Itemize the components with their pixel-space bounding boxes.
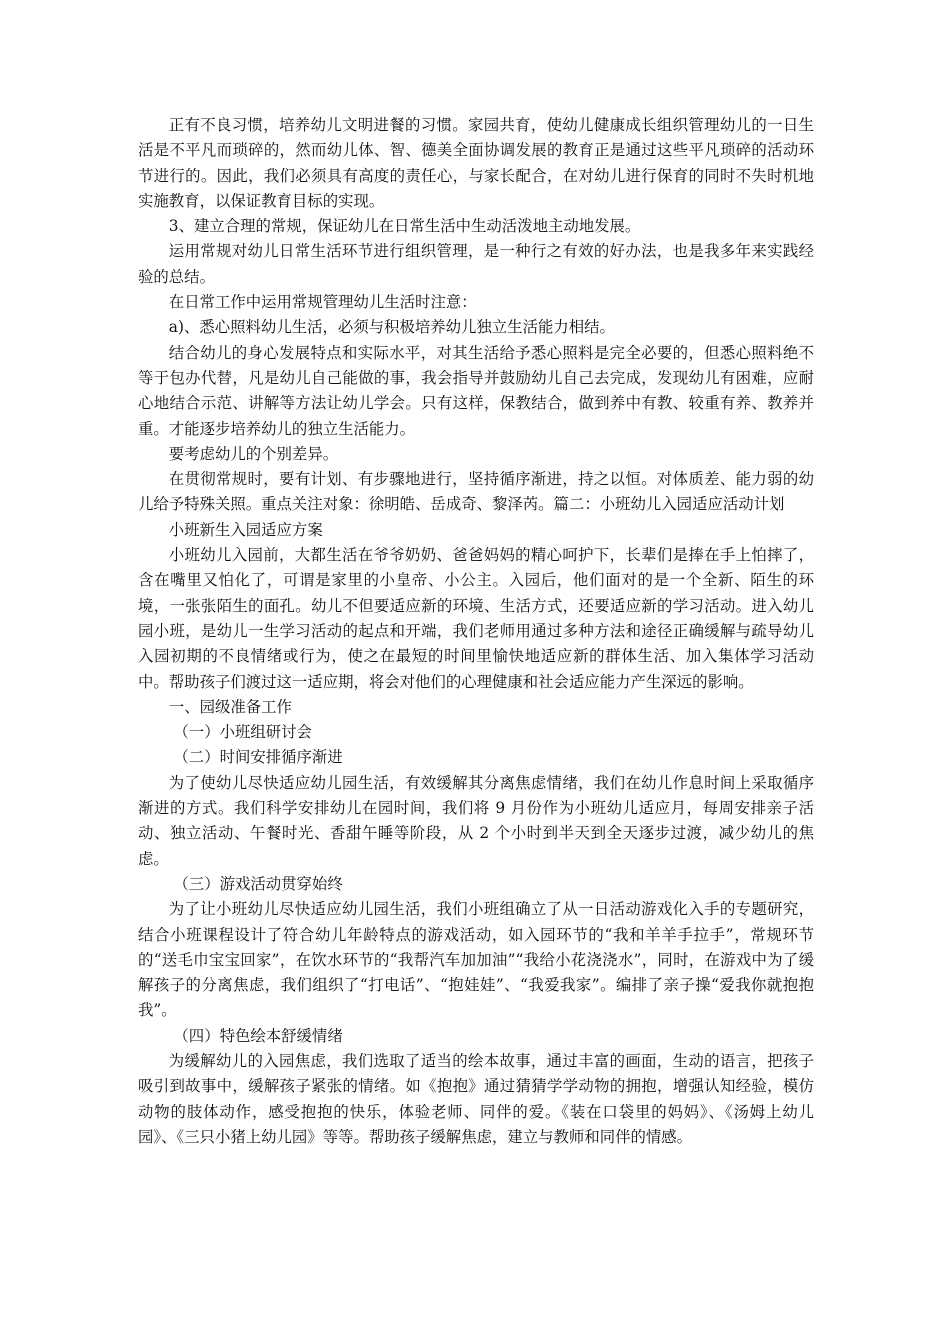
paragraph-picture-books: 为缓解幼儿的入园焦虑，我们选取了适当的绘本故事，通过丰富的画面，生动的语言，把孩子吸引到故事中，缓解孩子紧张的情绪。如《抱抱》通过猜猜学学动物的拥抱，增强认知经验，模仿动物的肢体动作，感受抱抱的快乐，体验老师、同伴的爱。《装在口袋里的妈妈》、《汤姆上幼儿园》、《三只小猪上幼儿园》等等。帮助孩子缓解焦虑，建立与教师和同伴的情感。 [138,1051,814,1146]
heading-schedule: （二）时间安排循序渐进 [173,748,343,767]
heading-routine: 3、建立合理的常规，保证幼儿在日常生活中生动活泼地主动地发展。 [168,217,641,236]
heading-games: （三）游戏活动贯穿始终 [173,874,343,893]
heading-care-independence: a)、悉心照料幼儿生活，必须与积极培养幼儿独立生活能力相结。 [168,318,615,337]
document-body [138,113,814,1150]
paragraph-games: 为了让小班幼儿尽快适应幼儿园生活，我们小班组确立了从一日活动游戏化入手的专题研究，结合小班课程设计了符合幼儿年龄特点的游戏活动，如入园环节的“我和羊羊手拉手”，常规环节的“送毛巾宝宝回家”，在饮水环节的“我帮汽车加加油”“我给小花浇浇水”，同时，在游戏中为了缓解孩子的分离焦虑，我们组织了“打电话”、“抱娃娃”、“我爱我家”。编排了亲子操“爱我你就抱抱我”。 [138,900,814,1020]
heading-picture-books: （四）特色绘本舒缓情绪 [173,1026,343,1045]
heading-seminar: （一）小班组研讨会 [173,723,312,742]
paragraph-attention-note: 在日常工作中运用常规管理幼儿生活时注意： [168,293,477,312]
paragraph-implementation: 在贯彻常规时，要有计划、有步骤地进行，坚持循序渐进，持之以恒。对体质差、能力弱的幼儿给予特殊关照。重点关注对象：徐明皓、岳成奇、黎泽芮。篇二：小班幼儿入园适应活动计划 [138,470,814,514]
heading-individual-differences: 要考虑幼儿的个别差异。 [168,444,339,463]
paragraph-adaptation-intro: 小班幼儿入园前，大都生活在爷爷奶奶、爸爸妈妈的精心呵护下，长辈们是捧在手上怕摔了，含在嘴里又怕化了，可谓是家里的小皇帝、小公主。入园后，他们面对的是一个全新、陌生的环境，一张张陌生的面孔。幼儿不但要适应新的环境、生活方式，还要适应新的学习活动。进入幼儿园小班，是幼儿一生学习活动的起点和开端，我们老师用通过多种方法和途径正确缓解与疏导幼儿入园初期的不良情绪或行为，使之在最短的时间里愉快地适应新的群体生活、加入集体学习活动中。帮助孩子们渡过这一适应期，将会对他们的心理健康和社会适应能力产生深远的影响。 [138,546,814,691]
paragraph-routine-management: 运用常规对幼儿日常生活环节进行组织管理，是一种行之有效的好办法，也是我多年来实践经验的总结。 [138,242,814,286]
paragraph-daily-life: 正有不良习惯，培养幼儿文明进餐的习惯。家园共育，使幼儿健康成长组织管理幼儿的一日生活是不平凡而琐碎的，然而幼儿体、智、德美全面协调发展的教育正是通过这些平凡琐碎的活动环节进行的。因此，我们必须具有高度的责任心，与家长配合，在对幼儿进行保育的同时不失时机地实施教育，以保证教育目标的实现。 [138,116,814,210]
heading-preparation: 一、园级准备工作 [168,697,292,716]
paragraph-schedule: 为了使幼儿尽快适应幼儿园生活，有效缓解其分离焦虑情绪，我们在幼儿作息时间上采取循序渐进的方式。我们科学安排幼儿在园时间，我们将 9 月份作为小班幼儿适应月，每周安排亲子活动、独立活动、午餐时光、香甜午睡等阶段，从 2 个小时到半天到全天逐步过渡，减少幼儿的焦虑。 [138,773,814,868]
heading-adaptation-plan: 小班新生入园适应方案 [168,520,323,539]
paragraph-care-details: 结合幼儿的身心发展特点和实际水平，对其生活给予悉心照料是完全必要的，但悉心照料绝不等于包办代替，凡是幼儿自己能做的事，我会指导并鼓励幼儿自己去完成，发现幼儿有困难，应耐心地结合示范、讲解等方法让幼儿学会。只有这样，保教结合，做到养中有教、较重有养、教养并重。才能逐步培养幼儿的独立生活能力。 [138,343,814,438]
